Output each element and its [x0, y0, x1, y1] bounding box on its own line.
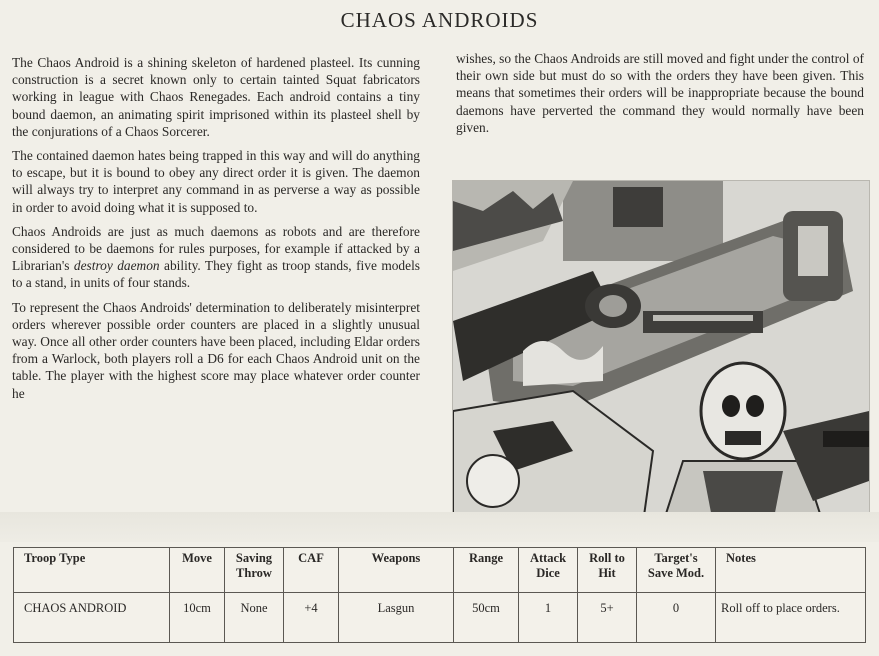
table-header-row	[14, 548, 866, 593]
cell-notes: Roll off to place orders.	[716, 593, 866, 643]
cell-attack-dice: 1	[519, 593, 578, 643]
cell-weapons: Lasgun	[339, 593, 454, 643]
text-span: Chaos Androids are just as much daemons as robots and are therefore considered to be daemons for rules purposes, for example if attacked by a Librarian's	[12, 223, 420, 274]
header-range: Range	[454, 548, 519, 593]
header-roll-to-hit: Roll to Hit	[578, 548, 637, 593]
cell-range: 50cm	[454, 593, 519, 643]
illustration-art	[453, 181, 869, 523]
header-troop-type: Troop Type	[14, 548, 170, 593]
text-span: ability. They fight as troop stands, five models to a stand, in units of four stands.	[12, 258, 421, 291]
header-targets-save-mod: Target's Save Mod.	[637, 548, 716, 593]
paragraph: The contained daemon hates being trapped in this way and will do anything to escape, but it is bound to obey any direct order it is given. The daemon will always try to interpret any command in as perverse a way as possible in order to avoid doing what it is supposed to.	[12, 148, 420, 215]
cell-move: 10cm	[170, 593, 225, 643]
cell-troop-type: CHAOS ANDROID	[14, 593, 170, 643]
header-move: Move	[170, 548, 225, 593]
italic-term: destroy daemon	[73, 258, 160, 274]
header-notes: Notes	[716, 548, 866, 593]
paragraph	[12, 223, 420, 292]
cell-targets-save-mod: 0	[637, 593, 716, 643]
right-text-column	[456, 50, 864, 143]
paragraph: To represent the Chaos Androids' determination to deliberately misinterpret orders wherever possible order counters are placed in a slightly unusual way. Once all other order counters have been placed, including Eldar orders from a Warlock, both players roll a D6 for each Chaos Android unit on the table. The player with the highest score may place whatever order counter he	[12, 299, 420, 401]
header-caf: CAF	[284, 548, 339, 593]
cell-roll-to-hit: 5+	[578, 593, 637, 643]
header-attack-dice: Attack Dice	[519, 548, 578, 593]
paragraph: The Chaos Android is a shining skeleton of hardened plasteel. Its cunning construction is a secret known only to certain tainted Squat fabricators working in league with Chaos Renegades. Each android contains a tiny bound daemon, an animating spirit imprisoned within its plasteel shell by the conjurations of a Chaos Sorcerer.	[12, 55, 420, 139]
header-weapons: Weapons	[339, 548, 454, 593]
paragraph: wishes, so the Chaos Androids are still moved and fight under the control of their own side but must do so with the orders they have been given. This means that sometimes their orders will be inappropriate because the bound daemons have perverted the command they would normally have been given.	[456, 51, 864, 135]
troop-stats-table	[13, 547, 866, 643]
chaos-android-illustration	[452, 180, 870, 524]
left-text-column	[12, 54, 420, 409]
cell-saving-throw: None	[225, 593, 284, 643]
table-row	[14, 593, 866, 643]
faded-background-band	[0, 512, 879, 542]
cell-caf: +4	[284, 593, 339, 643]
page-title: CHAOS ANDROIDS	[340, 8, 539, 32]
header-saving-throw: Saving Throw	[225, 548, 284, 593]
